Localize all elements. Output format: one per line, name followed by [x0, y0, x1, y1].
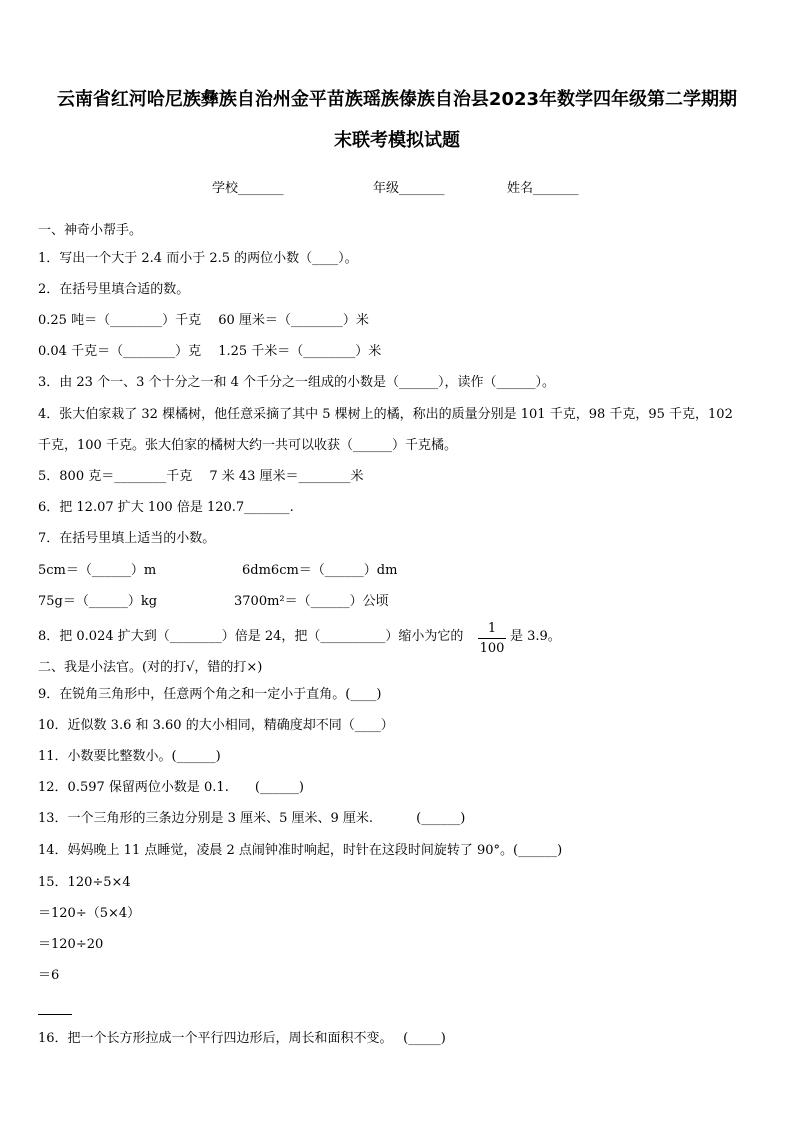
question-4-line2: 千克，100 千克。张大伯家的橘树大约一共可以收获（______）千克橘。: [38, 438, 457, 453]
name-field: 姓名_______: [507, 181, 579, 196]
question-8-end: 是 3.9。: [510, 629, 561, 644]
question-3: 3．由 23 个一、3 个十分之一和 4 个千分之一组成的小数是（______），读作（______）。: [38, 375, 556, 390]
section-heading-2: 二、我是小法官。(对的打√，错的打×): [38, 660, 263, 675]
question-10: 10．近似数 3.6 和 3.60 的大小相同，精确度却不同（____）: [38, 718, 394, 733]
question-1: 1．写出一个大于 2.4 而小于 2.5 的两位小数（____）。: [38, 251, 358, 266]
school-field: 学校_______: [212, 181, 284, 196]
answer-blank-line: [38, 1014, 72, 1015]
question-7: 7．在括号里填上适当的小数。: [38, 531, 216, 546]
fraction-numerator: 1: [487, 621, 497, 636]
question-13: 13．一个三角形的三条边分别是 3 厘米、5 厘米、9 厘米. (______): [38, 811, 466, 826]
page-title-line2: 末联考模拟试题: [334, 130, 460, 151]
fraction-denominator: 100: [479, 641, 505, 656]
question-4-line1: 4．张大伯家栽了 32 棵橘树，他任意采摘了其中 5 棵树上的橘，称出的质量分别是 101 千克，98 千克，95 千克，102: [38, 407, 733, 422]
page-title: 云南省红河哈尼族彝族自治州金平苗族瑶族傣族自治县2023年数学四年级第二学期期: [56, 89, 738, 110]
question-6: 6．把 12.07 扩大 100 倍是 120.7_______.: [38, 500, 294, 515]
question-12: 12．0.597 保留两位小数是 0.1. (______): [38, 780, 304, 795]
question-16: 16．把一个长方形拉成一个平行四边形后，周长和面积不变。 (_____): [38, 1031, 446, 1046]
question-7-item-c: 75g＝（______）kg: [38, 594, 158, 609]
question-8: 8．把 0.024 扩大到（________）倍是 24，把（__________）缩小为它的: [38, 629, 464, 644]
question-15-step-3: ＝6: [38, 968, 60, 983]
section-heading-1: 一、神奇小帮手。: [38, 223, 143, 238]
question-7-item-d: 3700m²＝（______）公顷: [234, 594, 389, 609]
fraction-one-hundredth: [478, 620, 506, 657]
question-9: 9．在锐角三角形中，任意两个角之和一定小于直角。(____): [38, 687, 382, 702]
question-5: 5．800 克＝________千克 7 米 43 厘米＝________米: [38, 469, 364, 484]
grade-field: 年级_______: [373, 181, 445, 196]
question-7-item-b: 6dm6cm＝（______）dm: [242, 563, 398, 578]
question-2-row-a: 0.25 吨＝（________）千克 60 厘米＝（________）米: [38, 313, 369, 328]
question-11: 11．小数要比整数小。(______): [38, 749, 221, 764]
question-7-item-a: 5cm＝（______）m: [38, 563, 157, 578]
question-15-step-2: ＝120÷20: [38, 937, 104, 952]
fraction-bar: [478, 638, 506, 639]
question-14: 14．妈妈晚上 11 点睡觉，凌晨 2 点闹钟准时响起，时针在这段时间旋转了 90°。(______): [38, 843, 563, 858]
question-2-row-b: 0.04 千克＝（________）克 1.25 千米＝（________）米: [38, 344, 382, 359]
question-2: 2．在括号里填合适的数。: [38, 282, 190, 297]
question-15: 15．120÷5×4: [38, 875, 131, 890]
question-15-step-1: ＝120÷（5×4）: [38, 906, 141, 921]
